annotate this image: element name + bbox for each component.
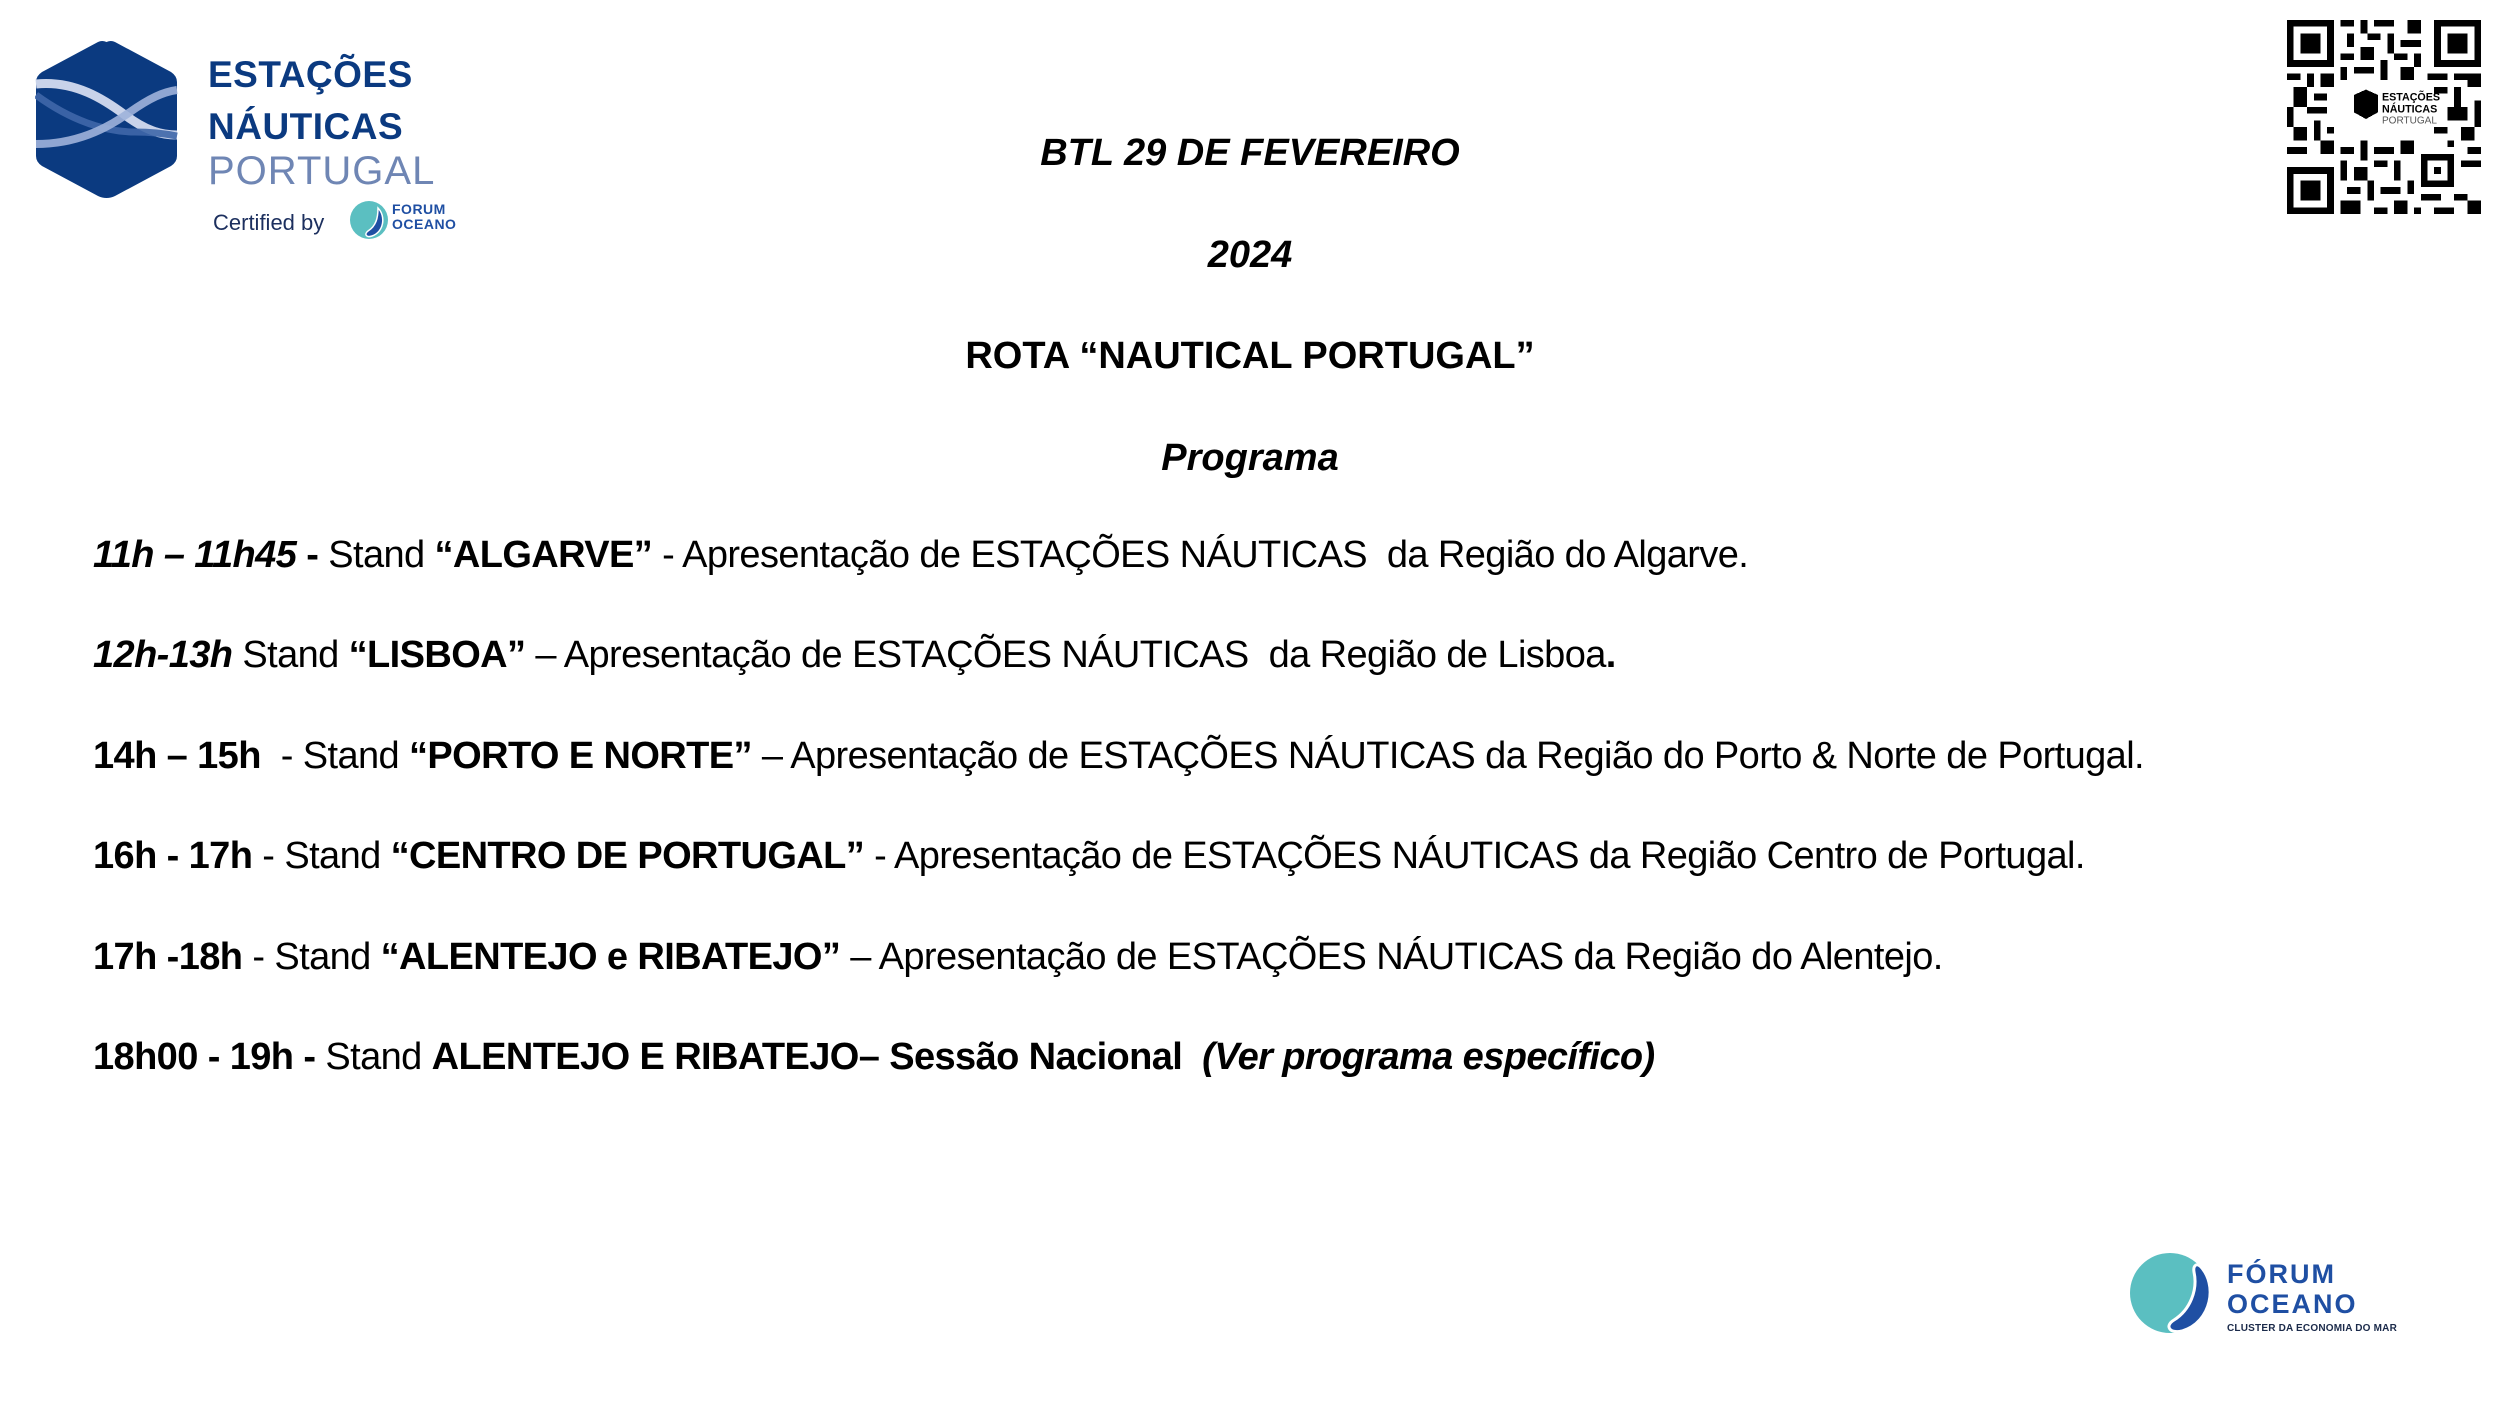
schedule-item-lisboa <box>93 605 2443 705</box>
event-year <box>0 205 2500 307</box>
item-description: – Apresentação de ESTAÇÕES NÁUTICAS da Região de Lisboa <box>525 634 1606 677</box>
svg-text:PORTUGAL: PORTUGAL <box>2381 115 2437 127</box>
item-description: – Apresentação de ESTAÇÕES NÁUTICAS da Região do Alentejo. <box>840 935 1943 978</box>
trailing-period: . <box>1605 634 1616 677</box>
forum-oceano-line1: FÓRUM <box>2227 1259 2336 1289</box>
separator: - <box>296 534 329 576</box>
separator: - <box>242 935 275 978</box>
stand-name: “LISBOA” <box>348 634 526 677</box>
session-name: – Sessão Nacional <box>858 1035 1183 1078</box>
event-title-text: BTL 29 DE FEVEREIRO <box>1040 132 1460 174</box>
brand-line-2: NÁUTICAS <box>208 106 404 147</box>
separator <box>232 634 242 676</box>
route-title <box>0 306 2500 408</box>
program-schedule <box>93 505 2443 1107</box>
section-title <box>0 408 2500 510</box>
stand-name: ALENTEJO E RIBATEJO <box>431 1035 859 1078</box>
schedule-item-centro <box>93 806 2443 906</box>
certified-by-label: Certified by <box>213 210 325 235</box>
stand-prefix: Stand <box>302 734 410 777</box>
stand-prefix: Stand <box>274 935 381 978</box>
forum-oceano-line2: OCEANO <box>2227 1289 2358 1319</box>
forum-oceano-logo <box>2130 1250 2398 1340</box>
separator: - <box>293 1035 326 1078</box>
schedule-item-sessao-nacional <box>93 1007 2443 1107</box>
time-slot: 11h – 11h45 <box>93 534 297 576</box>
time-slot: 16h - 17h <box>93 835 253 878</box>
stand-prefix: Stand <box>328 534 435 576</box>
forum-oceano-tagline: CLUSTER DA ECONOMIA DO MAR <box>2227 1323 2398 1334</box>
event-year-text: 2024 <box>1207 233 1293 276</box>
time-slot: 12h-13h <box>93 634 233 677</box>
event-title <box>0 103 2500 205</box>
stand-prefix: Stand <box>242 634 349 677</box>
stand-name: “ALGARVE” <box>434 534 653 576</box>
separator: - <box>260 734 303 777</box>
separator: - <box>252 835 285 878</box>
time-slot: 17h -18h <box>93 935 243 978</box>
time-slot: 14h – 15h <box>93 734 261 777</box>
stand-prefix: Stand <box>325 1035 432 1078</box>
mini-fo-line2: OCEANO <box>392 216 457 232</box>
route-title-text: ROTA “NAUTICAL PORTUGAL” <box>965 335 1535 378</box>
time-slot: 18h00 - 19h <box>93 1035 294 1078</box>
item-description: - Apresentação de ESTAÇÕES NÁUTICAS da Região Centro de Portugal. <box>864 835 2085 878</box>
schedule-item-porto-norte <box>93 706 2443 806</box>
mini-fo-line1: FORUM <box>392 201 446 217</box>
brand-line-1: ESTAÇÕES <box>208 54 413 95</box>
svg-text:ESTAÇÕES: ESTAÇÕES <box>2381 91 2440 104</box>
schedule-item-alentejo <box>93 907 2443 1007</box>
item-description: – Apresentação de ESTAÇÕES NÁUTICAS da Região do Porto & Norte de Portugal. <box>751 734 2145 777</box>
stand-name: “CENTRO DE PORTUGAL” <box>390 835 865 878</box>
svg-text:NÁUTICAS: NÁUTICAS <box>2381 103 2438 116</box>
item-description: - Apresentação de ESTAÇÕES NÁUTICAS da Região do Algarve. <box>652 534 1749 576</box>
brand-line-3: PORTUGAL <box>208 149 436 193</box>
schedule-item-algarve <box>93 505 2443 605</box>
forum-oceano-icon <box>2130 1250 2216 1336</box>
document-header <box>0 103 2500 510</box>
program-note: (Ver programa específico) <box>1182 1035 1655 1078</box>
stand-name: “ALENTEJO e RIBATEJO” <box>380 935 841 978</box>
section-title-text: Programa <box>1161 437 1339 480</box>
stand-prefix: Stand <box>284 835 391 878</box>
stand-name: “PORTO E NORTE” <box>409 734 752 777</box>
